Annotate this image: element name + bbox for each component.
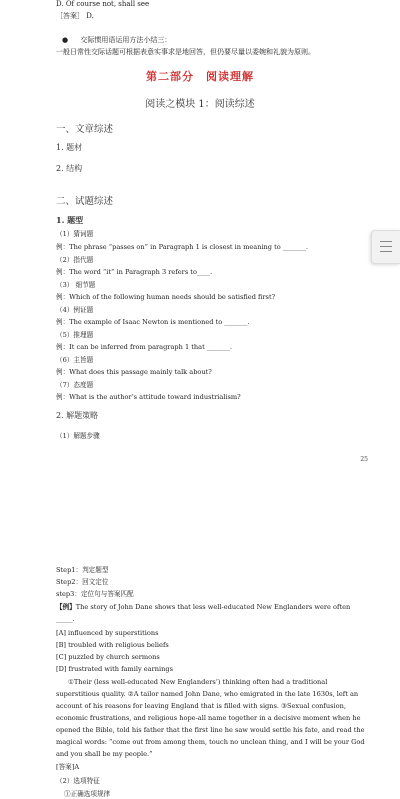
item-topic: 1. 题材 [56,143,83,152]
tip-bullet-line [62,36,380,45]
passage-line: account of his reasons for leaving England that is filled with signs. ③Sexual confusion, [56,702,346,710]
page-gap [0,470,400,546]
menu-icon-bar [380,251,392,252]
item-structure: 2. 结构 [56,164,83,173]
type-label: （6）主旨题 [56,356,94,364]
side-menu-button[interactable] [371,230,400,264]
type-label: （3） 细节题 [56,281,96,289]
page-number: 25 [360,456,368,463]
option-b: [B] troubled with religious beliefs [56,641,169,649]
passage-line: superstitious quality. ②A tailor named John Dane, who emigrated in the late 1630s, left an [56,690,359,698]
answer-line: [答案]A [56,763,80,771]
strategy-heading: 2. 解题策略 [56,411,99,420]
type-label: （2）指代题 [56,256,94,264]
section-heading-questions: 二、试题综述 [56,196,114,207]
passage-line: economic frustrations, and religious hope-all name together in a decisive moment when he [56,714,361,722]
option-c: [C] puzzled by church sermons [56,653,160,661]
type-example: 例：Which of the following human needs should be satisfied first? [56,293,276,301]
menu-icon-bar [380,241,392,242]
step-line: step3：定位句与答案匹配 [56,590,134,598]
document-page-2 [0,546,400,799]
type-label: （4）例证题 [56,306,94,314]
type-example: 例：The word “it” in Paragraph 3 refers to____. [56,268,213,276]
question-types-heading: 1. 题型 [56,215,84,225]
example-label: 【例】 [56,603,76,611]
type-label: （5）推理题 [56,331,94,339]
type-example: 例：It can be inferred from paragraph 1 that _______. [56,343,232,351]
option-a: [A] influenced by superstitions [56,629,159,637]
type-example: 例：The example of Isaac Newton is mentioned to _______. [56,318,250,326]
option-features-heading: （2）选项特征 [56,777,100,785]
example-blank: _____. [56,615,75,623]
passage-line: opened the Bible, told his father that the first line he saw would settle his fate, and read the [56,726,365,734]
steps-heading: （1）解题步骤 [56,432,100,440]
type-example: 例：The phrase “passes on” in Paragraph 1 is closest in meaning to _______. [56,243,309,251]
type-example: 例：What is the author’s attitude toward industrialism? [56,393,241,401]
option-d-line: D. Of course not, shall see [56,0,150,8]
step-line: Step1：判定题型 [56,566,109,574]
module-title: 阅读之模块 1：阅读综述 [145,99,255,110]
tip-description: 一般日常性交际话题可根据表意实事求是地回答，但仍要尽量以委婉和礼貌为原则。 [56,48,315,56]
answer-line: ［答案］ D. [56,12,94,20]
option-d: [D] frustrated with family earnings [56,665,173,673]
type-label: （7）态度题 [56,381,94,389]
example-question [56,603,380,612]
correct-option-rule-heading: ①正确选项规律 [64,790,111,798]
tip-heading: 交际惯用语运用方法小结三： [80,36,172,44]
type-label: （1）猜词题 [56,230,94,238]
passage-line: ①Their (less well-educated New Englanders’) thinking often had a traditional [68,678,328,686]
step-line: Step2：回文定位 [56,578,109,586]
section-heading-article: 一、文章综述 [56,124,114,135]
type-example: 例：What does this passage mainly talk about? [56,368,212,376]
passage-line: and you shall be my people.” [56,750,153,758]
passage-line: magical words: “come out from among them, touch no unclean thing, and I will be your God [56,738,365,746]
part-title: 第二部分 阅读理解 [146,70,254,83]
example-question-text: The story of John Dane shows that less well-educated New Englanders were often [75,603,351,611]
menu-icon-bar [380,246,392,247]
bullet-icon: ● [62,36,69,44]
